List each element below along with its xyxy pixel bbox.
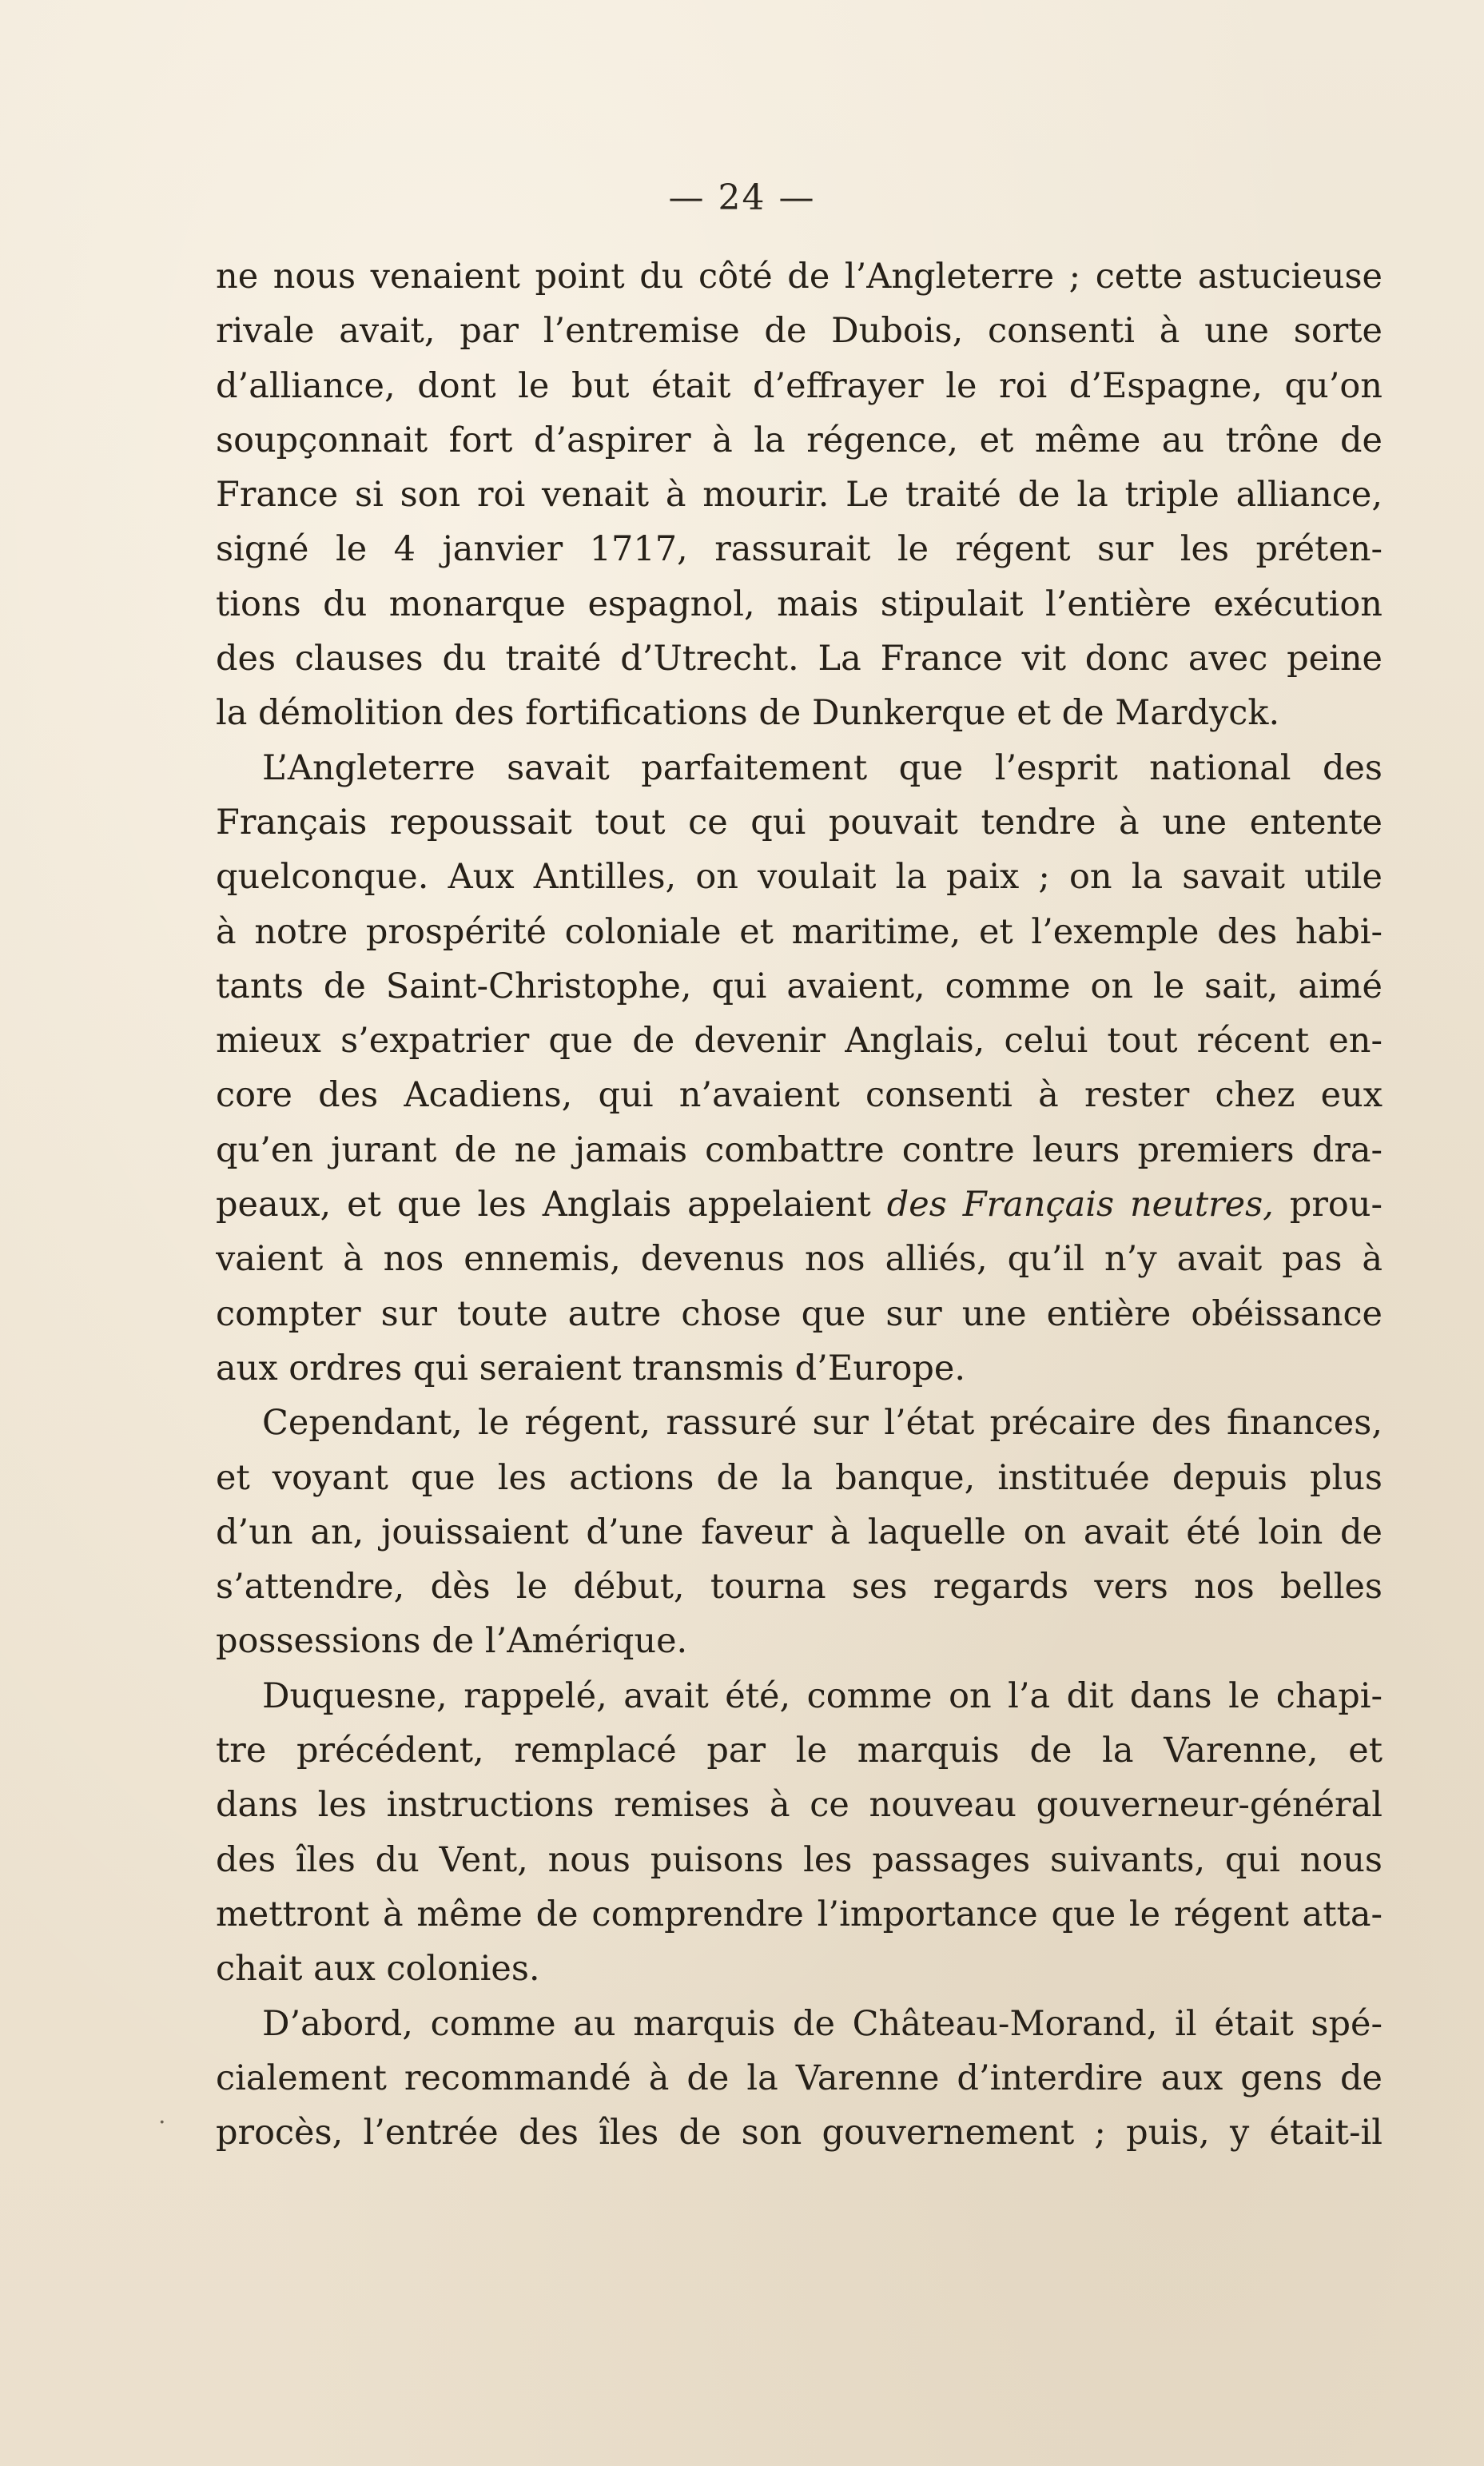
text-segment: prou- — [1273, 1185, 1383, 1225]
text-line: tre précédent, remplacé par le marquis de la Varenne, et — [216, 1731, 1383, 1771]
text-line: chait aux colonies. — [216, 1949, 540, 1990]
text-line: d’alliance, dont le but était d’effrayer le roi d’Espagne, qu’on — [216, 365, 1383, 406]
text-line: possessions de l’Amérique. — [216, 1621, 688, 1662]
paragraph-start-line: Duquesne, rappelé, avait été, comme on l’a dit dans le chapi- — [262, 1675, 1383, 1716]
text-line: signé le 4 janvier 1717, rassurait le régent sur les préten- — [216, 529, 1383, 570]
text-line: core des Acadiens, qui n’avaient consenti à rester chez eux — [216, 1075, 1383, 1116]
page-number: — 24 — — [668, 177, 816, 218]
text-line: tants de Saint-Christophe, qui avaient, comme on le sait, aimé — [216, 966, 1383, 1006]
text-line: tions du monarque espagnol, mais stipulait l’entière exécution — [216, 584, 1383, 624]
text-line: qu’en jurant de ne jamais combattre contre leurs premiers dra- — [216, 1129, 1383, 1170]
text-line: cialement recommandé à de la Varenne d’interdire aux gens de — [216, 2058, 1383, 2098]
text-line: des clauses du traité d’Utrecht. La France vit donc avec peine — [216, 639, 1383, 679]
text-line: soupçonnait fort d’aspirer à la régence, et même au trône de — [216, 420, 1383, 460]
text-line: à notre prospérité coloniale et maritime, et l’exemple des habi- — [216, 911, 1383, 952]
text-line: mieux s’expatrier que de devenir Anglais, celui tout récent en- — [216, 1021, 1383, 1062]
text-line: France si son roi venait à mourir. Le traité de la triple alliance, — [216, 475, 1383, 516]
text-line: mettront à même de comprendre l’importance que le régent atta- — [216, 1894, 1383, 1934]
paragraph-start-line: D’abord, comme au marquis de Château-Morand, il était spé- — [262, 2003, 1383, 2044]
text-line: quelconque. Aux Antilles, on voulait la paix ; on la savait utile — [216, 857, 1383, 898]
text-line: dans les instructions remises à ce nouveau gouverneur-général — [216, 1785, 1383, 1826]
paragraph-start-line: Cependant, le régent, rassuré sur l’état précaire des finances, — [262, 1403, 1383, 1444]
text-line: compter sur toute autre chose que sur une entière obéissance — [216, 1293, 1383, 1334]
text-line: ne nous venaient point du côté de l’Angleterre ; cette astucieuse — [216, 257, 1383, 297]
paragraph-start-line: L’Angleterre savait parfaitement que l’esprit national des — [262, 747, 1383, 788]
text-line: des îles du Vent, nous puisons les passages suivants, qui nous — [216, 1839, 1383, 1880]
text-line — [216, 1177, 1383, 1232]
text-line: procès, l’entrée des îles de son gouvernement ; puis, y était-il — [216, 2113, 1383, 2153]
italic-phrase: des Français neutres, — [886, 1185, 1274, 1225]
text-line: vaient à nos ennemis, devenus nos alliés, qu’il n’y avait pas à — [216, 1239, 1383, 1280]
text-line: et voyant que les actions de la banque, instituée depuis plus — [216, 1457, 1383, 1498]
text-segment: peaux, et que les Anglais appelaient — [216, 1185, 887, 1225]
text-line: aux ordres qui seraient transmis d’Europe. — [216, 1348, 966, 1388]
text-line: s’attendre, dès le début, tourna ses regards vers nos belles — [216, 1567, 1383, 1607]
text-line: d’un an, jouissaient d’une faveur à laquelle on avait été loin de — [216, 1512, 1383, 1552]
text-line: Français repoussait tout ce qui pouvait tendre à une entente — [216, 802, 1383, 843]
margin-speck: · — [158, 2109, 166, 2137]
body-text — [216, 249, 1383, 2160]
text-line: la démolition des fortifications de Dunkerque et de Mardyck. — [216, 693, 1280, 734]
text-line: rivale avait, par l’entremise de Dubois, consenti à une sorte — [216, 311, 1383, 352]
